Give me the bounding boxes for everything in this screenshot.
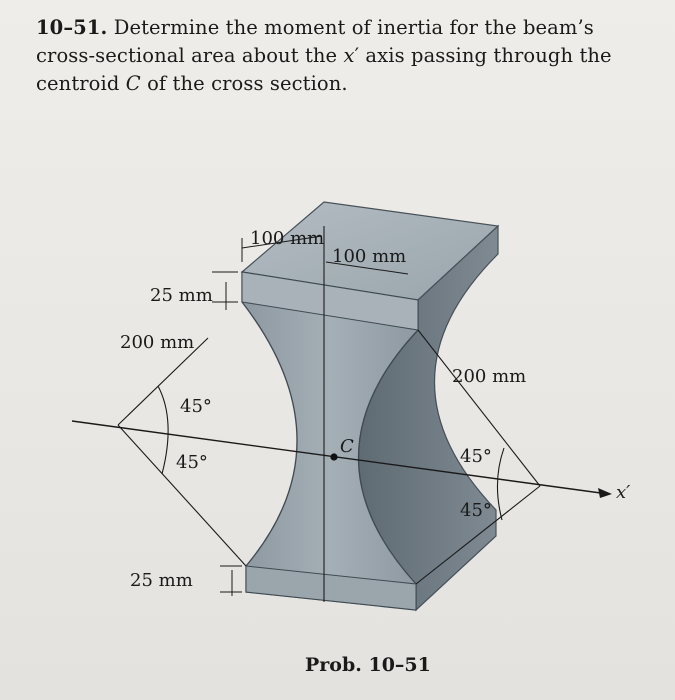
axis-variable: x [343, 44, 355, 67]
label-angle-right-lower: 45° [460, 500, 492, 521]
problem-text-3a: centroid [36, 72, 126, 95]
label-dim-flange-top: 25 mm [150, 285, 213, 306]
right-angle-arc [497, 448, 504, 520]
left-angle-arc [158, 386, 168, 474]
label-radius-right: 200 mm [452, 366, 527, 387]
label-radius-left: 200 mm [120, 332, 195, 353]
figure-caption: Prob. 10–51 [305, 654, 431, 676]
problem-text-2b: ′ axis passing through the [354, 44, 612, 67]
centroid-point [330, 453, 337, 460]
label-angle-left-upper: 45° [180, 396, 212, 417]
label-x-prime: x′ [616, 482, 631, 503]
label-dim-top-left: 100 mm [250, 228, 325, 249]
label-dim-top-right: 100 mm [332, 246, 407, 267]
left-radius-lower [118, 425, 246, 566]
label-centroid: C [340, 436, 354, 457]
centroid-variable: C [125, 72, 141, 95]
problem-number: 10–51. [36, 16, 108, 39]
problem-text-3b: of the cross section. [140, 72, 348, 95]
label-dim-flange-bottom: 25 mm [130, 570, 193, 591]
x-prime-arrowhead [598, 488, 612, 498]
label-angle-right-upper: 45° [460, 446, 492, 467]
problem-text-2a: cross-sectional area about the [36, 44, 344, 67]
label-angle-left-lower: 45° [176, 452, 208, 473]
problem-text-1: Determine the moment of inertia for the beam’s [113, 16, 594, 39]
